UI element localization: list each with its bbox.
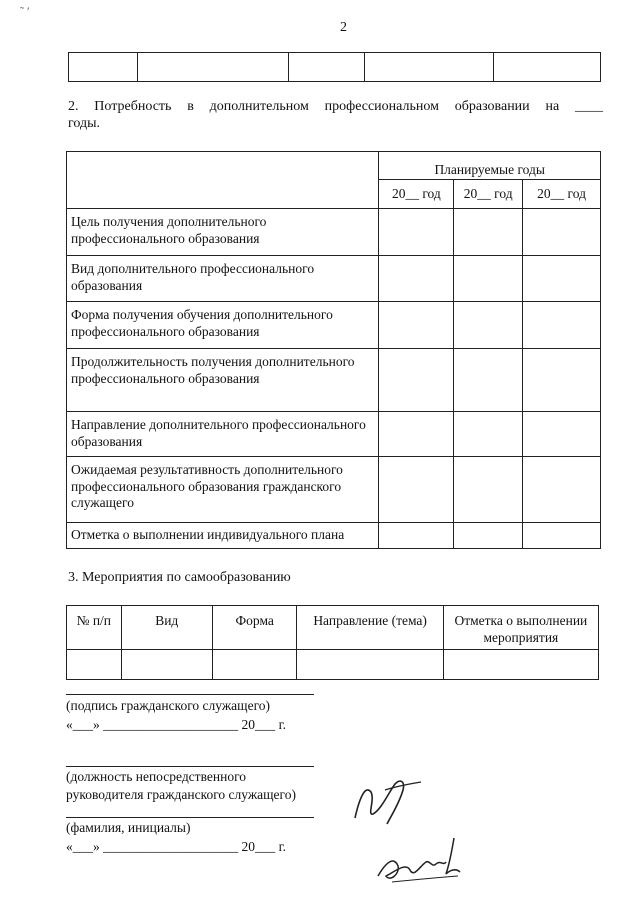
column-header: Отметка о выполнении мероприятия xyxy=(443,606,598,650)
table-cell xyxy=(137,53,288,82)
title-word: дополнительном xyxy=(209,99,309,114)
title-word: профессиональном xyxy=(324,99,439,114)
title-word: в xyxy=(187,99,194,114)
table-row xyxy=(67,650,599,680)
table-cell xyxy=(289,53,365,82)
column-header: Вид xyxy=(121,606,212,650)
table-cell[interactable] xyxy=(121,650,212,680)
table-row xyxy=(67,523,601,549)
table-cell[interactable] xyxy=(297,650,443,680)
section2-title-line2: годы. xyxy=(68,116,101,131)
manager-position-caption: руководителя гражданского служащего) xyxy=(66,787,296,802)
self-education-table xyxy=(66,605,599,680)
year-cell[interactable] xyxy=(523,209,601,256)
continued-table xyxy=(68,52,601,82)
planned-years-header: Планируемые годы xyxy=(379,152,601,180)
section2-title xyxy=(68,99,603,115)
table-row xyxy=(67,349,601,412)
title-word: образовании xyxy=(454,99,530,114)
year-cell[interactable] xyxy=(454,523,523,549)
row-label: Продолжительность получения дополнительного профессионального образования xyxy=(67,349,379,412)
section3-title: 3. Мероприятия по самообразованию xyxy=(68,570,291,585)
row-label: Направление дополнительного профессионального образования xyxy=(67,412,379,457)
title-word: на xyxy=(545,99,560,114)
employee-signature-caption: (подпись гражданского служащего) xyxy=(66,698,271,713)
year-cell[interactable] xyxy=(523,302,601,349)
year-cell[interactable] xyxy=(523,523,601,549)
manager-position-caption: (должность непосредственного xyxy=(66,769,247,784)
year-cell[interactable] xyxy=(379,209,454,256)
title-word: ____ xyxy=(574,99,603,114)
year-cell[interactable] xyxy=(379,256,454,302)
year-cell[interactable] xyxy=(454,256,523,302)
needs-table xyxy=(66,151,601,549)
table-row xyxy=(67,256,601,302)
table-cell[interactable] xyxy=(67,650,122,680)
page-number: 2 xyxy=(340,20,347,35)
year-cell[interactable] xyxy=(523,457,601,523)
year-cell[interactable] xyxy=(523,349,601,412)
title-word: 2. xyxy=(68,99,79,114)
manager-name-line[interactable] xyxy=(66,817,314,818)
year-cell[interactable] xyxy=(379,349,454,412)
table-cell[interactable] xyxy=(212,650,297,680)
date-line[interactable]: «___» ____________________ 20___ г. xyxy=(66,839,287,854)
needs-corner-cell xyxy=(67,152,379,209)
year-cell[interactable] xyxy=(379,412,454,457)
year-header: 20__ год xyxy=(379,180,454,209)
date-line[interactable]: «___» ____________________ 20___ г. xyxy=(66,717,287,732)
table-cell[interactable] xyxy=(443,650,598,680)
row-label: Форма получения обучения дополнительного профессионального образования xyxy=(67,302,379,349)
scan-mark: ˜ ′ xyxy=(20,4,30,18)
year-cell[interactable] xyxy=(454,302,523,349)
row-label: Вид дополнительного профессионального образования xyxy=(67,256,379,302)
row-label: Отметка о выполнении индивидуального плана xyxy=(67,523,379,549)
handwritten-signature xyxy=(345,770,425,830)
name-caption: (фамилия, инициалы) xyxy=(66,820,191,835)
year-header: 20__ год xyxy=(523,180,601,209)
table-cell xyxy=(494,53,601,82)
handwritten-signature xyxy=(372,832,467,892)
year-cell[interactable] xyxy=(523,256,601,302)
year-cell[interactable] xyxy=(523,412,601,457)
row-label: Цель получения дополнительного профессионального образования xyxy=(67,209,379,256)
table-row xyxy=(67,412,601,457)
year-header: 20__ год xyxy=(454,180,523,209)
employee-signature-line[interactable] xyxy=(66,694,314,695)
column-header: Направление (тема) xyxy=(297,606,443,650)
year-cell[interactable] xyxy=(454,412,523,457)
manager-position-line[interactable] xyxy=(66,766,314,767)
table-row xyxy=(67,209,601,256)
year-cell[interactable] xyxy=(454,209,523,256)
year-cell[interactable] xyxy=(379,302,454,349)
title-word: Потребность xyxy=(94,99,172,114)
table-cell xyxy=(364,53,494,82)
year-cell[interactable] xyxy=(454,457,523,523)
year-cell[interactable] xyxy=(379,457,454,523)
year-cell[interactable] xyxy=(379,523,454,549)
table-cell xyxy=(69,53,138,82)
column-header: Форма xyxy=(212,606,297,650)
row-label: Ожидаемая результативность дополнительного профессионального образования гражданского служащего xyxy=(67,457,379,523)
table-row xyxy=(67,457,601,523)
column-header: № п/п xyxy=(67,606,122,650)
table-row xyxy=(67,302,601,349)
year-cell[interactable] xyxy=(454,349,523,412)
